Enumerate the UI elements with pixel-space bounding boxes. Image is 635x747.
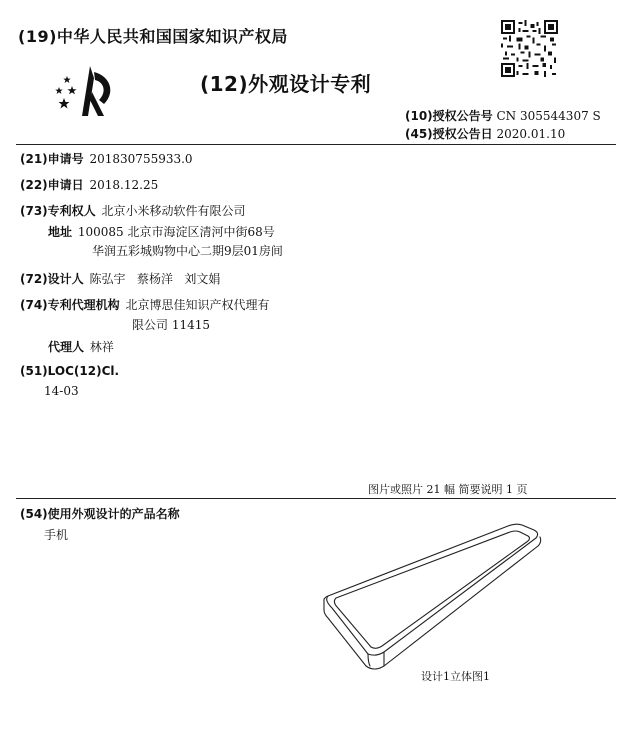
grant-date-row bbox=[405, 125, 565, 142]
document-title: (12)外观设计专利 bbox=[200, 72, 372, 96]
issuing-authority: (19)中华人民共和国国家知识产权局 bbox=[18, 27, 288, 46]
phone-perspective-drawing bbox=[310, 516, 610, 676]
grant-number-label: (10)授权公告号 bbox=[405, 109, 493, 123]
address-line-2: 华润五彩城购物中心二期9层01房间 bbox=[92, 244, 283, 258]
agency-row bbox=[20, 296, 270, 313]
qr-code-icon bbox=[501, 20, 558, 77]
agency-line-1: 北京博思佳知识产权代理有 bbox=[125, 298, 270, 312]
application-date-row bbox=[20, 176, 158, 193]
agency-line-2: 限公司 11415 bbox=[132, 318, 210, 332]
agent: 林祥 bbox=[89, 340, 114, 354]
loc-classification-label: (51)LOC(12)Cl. bbox=[20, 364, 120, 378]
grant-date: 2020.01.10 bbox=[496, 127, 566, 141]
address-label: 地址 bbox=[48, 225, 73, 239]
product-name: 手机 bbox=[44, 528, 69, 542]
grant-number-row bbox=[405, 107, 601, 124]
application-number-row bbox=[20, 150, 193, 167]
product-name-row bbox=[20, 505, 180, 522]
application-number-label: (21)申请号 bbox=[20, 152, 84, 166]
patentee-row bbox=[20, 202, 246, 219]
designer-label: (72)设计人 bbox=[20, 272, 84, 286]
patentee-label: (73)专利权人 bbox=[20, 204, 96, 218]
figure-caption: 设计1立体图1 bbox=[421, 670, 490, 683]
summary-divider bbox=[16, 498, 616, 499]
agent-row bbox=[48, 338, 114, 355]
grant-number: CN 305544307 S bbox=[496, 109, 601, 123]
application-date-label: (22)申请日 bbox=[20, 178, 84, 192]
address-line-1: 100085 北京市海淀区清河中街68号 bbox=[77, 225, 275, 239]
application-date: 2018.12.25 bbox=[89, 178, 159, 192]
agency-label: (74)专利代理机构 bbox=[20, 298, 120, 312]
loc-classification-value: 14-03 bbox=[44, 384, 79, 398]
product-name-label: (54)使用外观设计的产品名称 bbox=[20, 507, 180, 521]
cnipa-logo-icon bbox=[52, 62, 122, 120]
agent-label: 代理人 bbox=[48, 340, 85, 354]
application-number: 201830755933.0 bbox=[89, 152, 193, 166]
pages-summary: 图片或照片 21 幅 简要说明 1 页 bbox=[368, 483, 528, 496]
patentee: 北京小米移动软件有限公司 bbox=[101, 204, 246, 218]
header-divider bbox=[16, 144, 616, 145]
designer-row bbox=[20, 270, 220, 287]
address-row bbox=[48, 223, 275, 240]
grant-date-label: (45)授权公告日 bbox=[405, 127, 493, 141]
designers: 陈弘宇 蔡杨洋 刘文娟 bbox=[89, 272, 221, 286]
loc-classification-row bbox=[20, 364, 119, 378]
